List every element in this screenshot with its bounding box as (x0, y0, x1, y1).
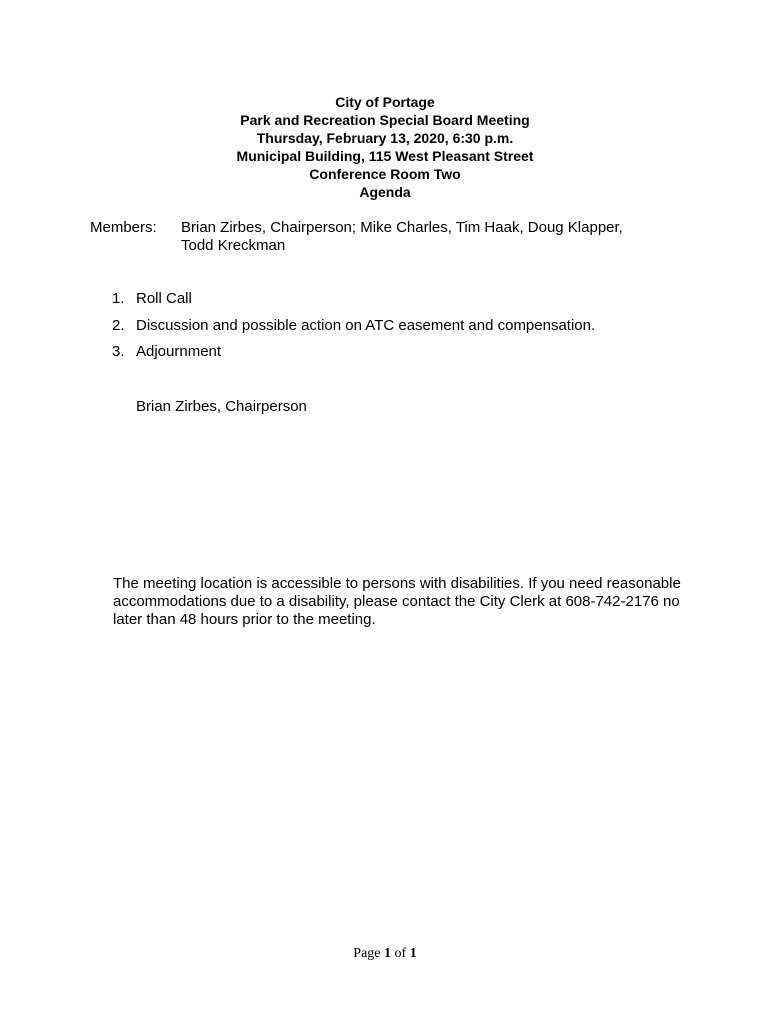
footer-of-word: of (394, 946, 407, 961)
agenda-item-number: 3. (112, 343, 125, 360)
header-agenda-title: Agenda (359, 184, 411, 200)
header-city: City of Portage (335, 94, 435, 110)
header-location: Municipal Building, 115 West Pleasant Street (236, 148, 534, 164)
footer-current-page: 1 (384, 946, 392, 961)
agenda-item-discussion (112, 317, 595, 335)
header-date-time: Thursday, February 13, 2020, 6:30 p.m. (256, 130, 514, 146)
header-room: Conference Room Two (309, 166, 461, 182)
page-footer (0, 945, 770, 963)
agenda-item-text: Adjournment (136, 343, 222, 360)
members-label: Members: (90, 219, 157, 236)
agenda-item-number: 2. (112, 317, 125, 334)
chairperson-signature: Brian Zirbes, Chairperson (136, 398, 307, 415)
footer-total-pages: 1 (409, 946, 417, 961)
agenda-item-text: Discussion and possible action on ATC easement and compensation. (136, 317, 596, 334)
footer-page-word: Page (353, 946, 381, 961)
agenda-item-text: Roll Call (136, 290, 192, 307)
agenda-item-number: 1. (112, 290, 125, 307)
members-line-1: Brian Zirbes, Chairperson; Mike Charles, Tim Haak, Doug Klapper, (181, 219, 623, 236)
accessibility-notice: The meeting location is accessible to persons with disabilities. If you need reasonable accommodations due to a disability, please contact the City Clerk at 608-742-2176 no later than 48 hours prior to the meeting. (113, 575, 681, 628)
agenda-item-roll-call (112, 290, 192, 308)
members-line-2: Todd Kreckman (181, 237, 286, 254)
members-list (181, 219, 681, 255)
agenda-header (0, 93, 770, 201)
agenda-item-adjournment (112, 343, 221, 361)
header-meeting-title: Park and Recreation Special Board Meeting (240, 112, 530, 128)
